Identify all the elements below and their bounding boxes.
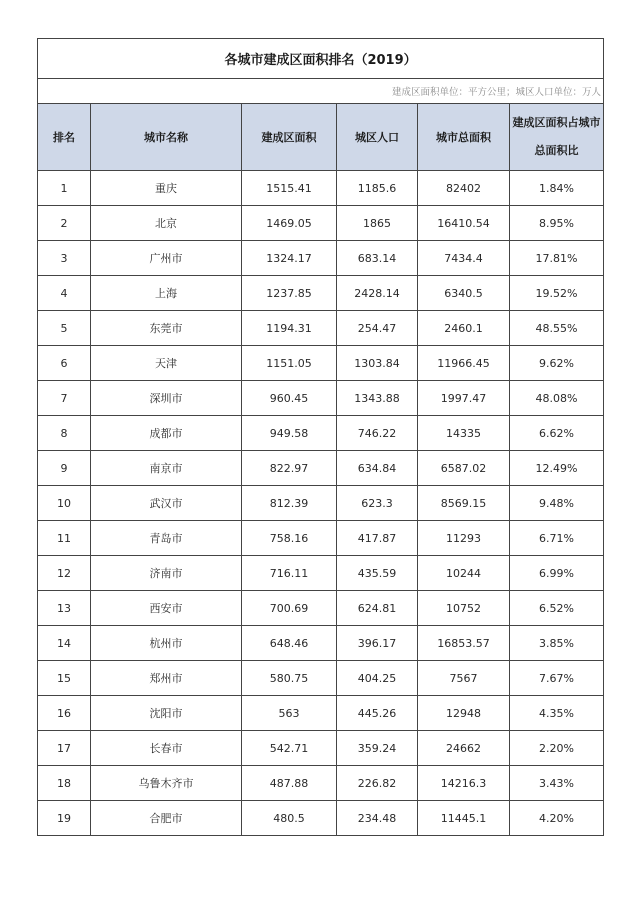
cell-rank: 5 (38, 311, 91, 346)
table-row (38, 311, 604, 346)
table-body (38, 171, 604, 836)
cell-urban-population: 404.25 (337, 661, 418, 696)
cell-total-area: 16853.57 (418, 626, 510, 661)
cell-total-area: 6340.5 (418, 276, 510, 311)
cell-built-area-ratio: 4.35% (510, 696, 604, 731)
cell-city-name: 青岛市 (91, 521, 242, 556)
cell-urban-population: 234.48 (337, 801, 418, 836)
cell-built-area: 1324.17 (242, 241, 337, 276)
cell-city-name: 沈阳市 (91, 696, 242, 731)
cell-built-area-ratio: 8.95% (510, 206, 604, 241)
cell-built-area-ratio: 6.71% (510, 521, 604, 556)
cell-built-area-ratio: 6.62% (510, 416, 604, 451)
cell-built-area-ratio: 9.62% (510, 346, 604, 381)
cell-rank: 11 (38, 521, 91, 556)
cell-rank: 9 (38, 451, 91, 486)
cell-built-area-ratio: 3.43% (510, 766, 604, 801)
cell-total-area: 14216.3 (418, 766, 510, 801)
table-row (38, 521, 604, 556)
table-row (38, 801, 604, 836)
table-row (38, 276, 604, 311)
table-row (38, 416, 604, 451)
header-built-area-ratio: 建成区面积占城市总面积比 (510, 104, 604, 171)
cell-rank: 12 (38, 556, 91, 591)
ranking-table (37, 38, 604, 836)
cell-urban-population: 396.17 (337, 626, 418, 661)
cell-urban-population: 746.22 (337, 416, 418, 451)
cell-total-area: 7567 (418, 661, 510, 696)
cell-city-name: 武汉市 (91, 486, 242, 521)
cell-built-area: 1194.31 (242, 311, 337, 346)
cell-urban-population: 1343.88 (337, 381, 418, 416)
table-row (38, 696, 604, 731)
cell-built-area: 1469.05 (242, 206, 337, 241)
table-row (38, 346, 604, 381)
cell-city-name: 郑州市 (91, 661, 242, 696)
cell-total-area: 11966.45 (418, 346, 510, 381)
cell-city-name: 深圳市 (91, 381, 242, 416)
cell-rank: 10 (38, 486, 91, 521)
table-row (38, 591, 604, 626)
cell-rank: 4 (38, 276, 91, 311)
cell-rank: 1 (38, 171, 91, 206)
cell-built-area: 487.88 (242, 766, 337, 801)
cell-city-name: 东莞市 (91, 311, 242, 346)
cell-urban-population: 435.59 (337, 556, 418, 591)
cell-built-area-ratio: 4.20% (510, 801, 604, 836)
table-row (38, 486, 604, 521)
unit-note: 建成区面积单位：平方公里；城区人口单位：万人 (38, 79, 604, 104)
cell-total-area: 16410.54 (418, 206, 510, 241)
table-row (38, 241, 604, 276)
header-urban-population: 城区人口 (337, 104, 418, 171)
cell-rank: 16 (38, 696, 91, 731)
cell-rank: 19 (38, 801, 91, 836)
cell-built-area-ratio: 9.48% (510, 486, 604, 521)
cell-built-area: 949.58 (242, 416, 337, 451)
cell-urban-population: 2428.14 (337, 276, 418, 311)
cell-rank: 2 (38, 206, 91, 241)
cell-built-area-ratio: 12.49% (510, 451, 604, 486)
table-row (38, 766, 604, 801)
cell-built-area-ratio: 6.99% (510, 556, 604, 591)
cell-rank: 13 (38, 591, 91, 626)
cell-urban-population: 624.81 (337, 591, 418, 626)
cell-built-area-ratio: 7.67% (510, 661, 604, 696)
cell-urban-population: 1865 (337, 206, 418, 241)
cell-city-name: 广州市 (91, 241, 242, 276)
cell-built-area: 480.5 (242, 801, 337, 836)
cell-rank: 15 (38, 661, 91, 696)
table-row (38, 171, 604, 206)
cell-city-name: 天津 (91, 346, 242, 381)
cell-built-area: 648.46 (242, 626, 337, 661)
cell-rank: 18 (38, 766, 91, 801)
header-row (38, 104, 604, 171)
cell-total-area: 14335 (418, 416, 510, 451)
cell-urban-population: 254.47 (337, 311, 418, 346)
cell-city-name: 上海 (91, 276, 242, 311)
cell-urban-population: 1303.84 (337, 346, 418, 381)
cell-urban-population: 445.26 (337, 696, 418, 731)
cell-built-area: 700.69 (242, 591, 337, 626)
table-title: 各城市建成区面积排名（2019） (38, 39, 604, 79)
cell-total-area: 1997.47 (418, 381, 510, 416)
cell-built-area: 563 (242, 696, 337, 731)
cell-built-area-ratio: 2.20% (510, 731, 604, 766)
cell-total-area: 10752 (418, 591, 510, 626)
table-row (38, 661, 604, 696)
header-built-area: 建成区面积 (242, 104, 337, 171)
cell-total-area: 11445.1 (418, 801, 510, 836)
cell-total-area: 6587.02 (418, 451, 510, 486)
cell-total-area: 82402 (418, 171, 510, 206)
cell-city-name: 长春市 (91, 731, 242, 766)
cell-rank: 8 (38, 416, 91, 451)
table-row (38, 556, 604, 591)
cell-built-area: 580.75 (242, 661, 337, 696)
cell-built-area: 716.11 (242, 556, 337, 591)
cell-rank: 7 (38, 381, 91, 416)
cell-city-name: 合肥市 (91, 801, 242, 836)
table-row (38, 381, 604, 416)
cell-city-name: 乌鲁木齐市 (91, 766, 242, 801)
table-row (38, 626, 604, 661)
cell-rank: 3 (38, 241, 91, 276)
cell-urban-population: 417.87 (337, 521, 418, 556)
cell-built-area-ratio: 3.85% (510, 626, 604, 661)
cell-built-area-ratio: 1.84% (510, 171, 604, 206)
cell-rank: 14 (38, 626, 91, 661)
cell-built-area: 822.97 (242, 451, 337, 486)
cell-city-name: 南京市 (91, 451, 242, 486)
table-row (38, 206, 604, 241)
document-page (37, 38, 603, 836)
cell-built-area: 758.16 (242, 521, 337, 556)
cell-rank: 6 (38, 346, 91, 381)
cell-total-area: 24662 (418, 731, 510, 766)
cell-rank: 17 (38, 731, 91, 766)
cell-total-area: 10244 (418, 556, 510, 591)
table-row (38, 451, 604, 486)
cell-total-area: 11293 (418, 521, 510, 556)
cell-urban-population: 1185.6 (337, 171, 418, 206)
cell-built-area: 960.45 (242, 381, 337, 416)
cell-city-name: 西安市 (91, 591, 242, 626)
cell-built-area-ratio: 6.52% (510, 591, 604, 626)
table-row (38, 731, 604, 766)
header-total-area: 城市总面积 (418, 104, 510, 171)
cell-urban-population: 359.24 (337, 731, 418, 766)
cell-city-name: 杭州市 (91, 626, 242, 661)
header-city-name: 城市名称 (91, 104, 242, 171)
cell-built-area-ratio: 17.81% (510, 241, 604, 276)
cell-total-area: 8569.15 (418, 486, 510, 521)
cell-urban-population: 634.84 (337, 451, 418, 486)
cell-built-area-ratio: 19.52% (510, 276, 604, 311)
cell-built-area-ratio: 48.08% (510, 381, 604, 416)
cell-city-name: 重庆 (91, 171, 242, 206)
cell-total-area: 12948 (418, 696, 510, 731)
cell-built-area: 1237.85 (242, 276, 337, 311)
cell-built-area: 812.39 (242, 486, 337, 521)
cell-built-area: 1515.41 (242, 171, 337, 206)
cell-built-area: 542.71 (242, 731, 337, 766)
cell-total-area: 2460.1 (418, 311, 510, 346)
cell-city-name: 成都市 (91, 416, 242, 451)
cell-built-area-ratio: 48.55% (510, 311, 604, 346)
cell-total-area: 7434.4 (418, 241, 510, 276)
cell-city-name: 济南市 (91, 556, 242, 591)
cell-city-name: 北京 (91, 206, 242, 241)
header-rank: 排名 (38, 104, 91, 171)
cell-urban-population: 683.14 (337, 241, 418, 276)
cell-urban-population: 623.3 (337, 486, 418, 521)
cell-built-area: 1151.05 (242, 346, 337, 381)
cell-urban-population: 226.82 (337, 766, 418, 801)
